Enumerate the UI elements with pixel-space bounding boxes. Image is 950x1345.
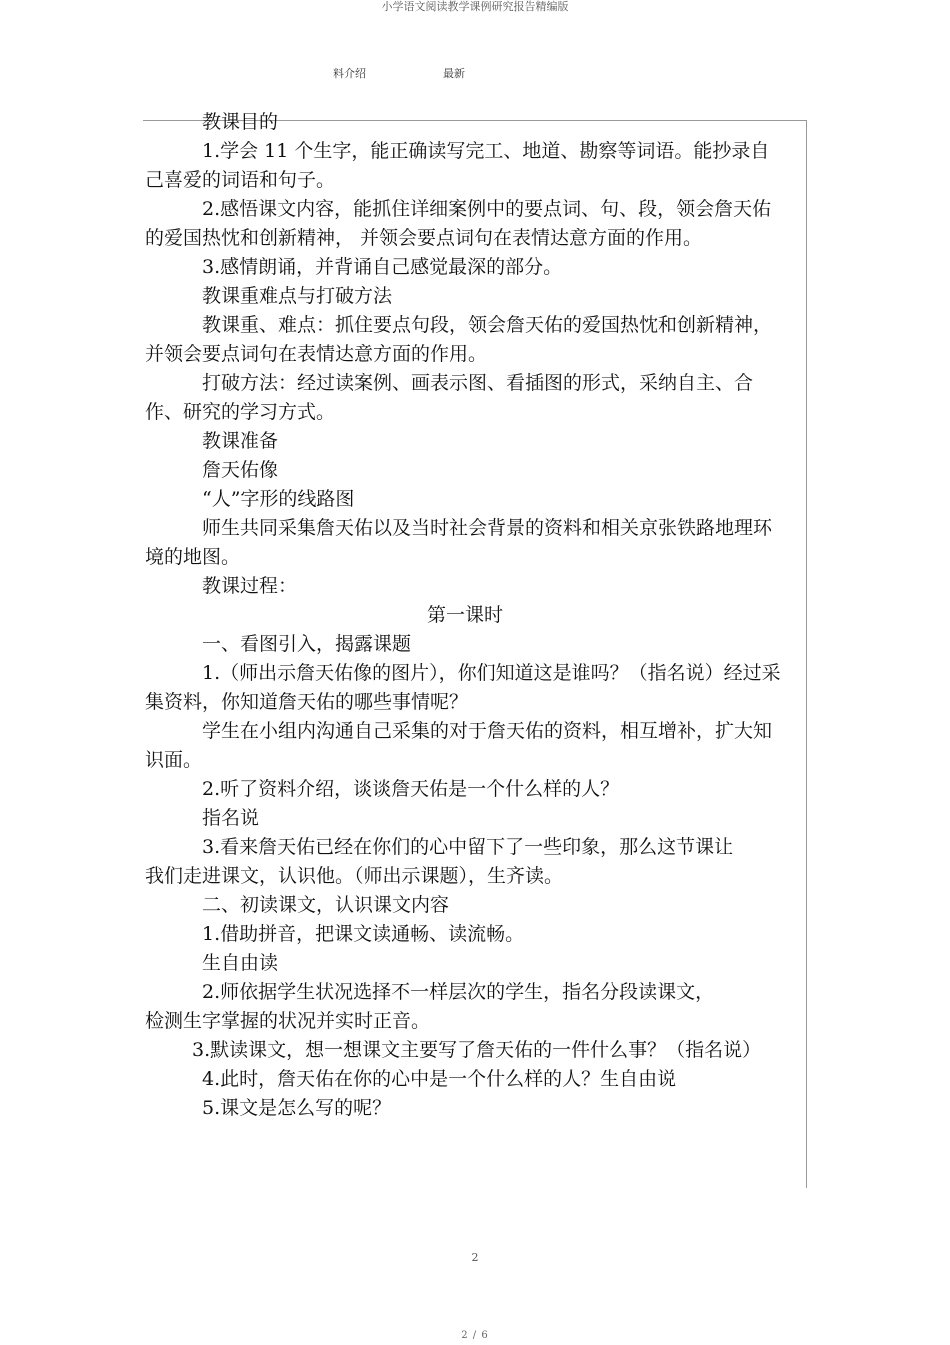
paragraph: 2.感悟课文内容，能抓住详细案例中的要点词、句、段，领会詹天佑的爱国热忱和创新精神， 并领会要点词句在表情达意方面的作用。	[145, 198, 772, 249]
paragraph: “人”字形的线路图	[202, 488, 355, 510]
paragraph: 2.听了资料介绍，谈谈詹天佑是一个什么样的人？	[202, 778, 620, 800]
paragraph: 1.（师出示詹天佑像的图片），你们知道这是谁吗？（指名说）经过采集资料，你知道詹天佑的哪些事情呢？	[145, 662, 781, 713]
heading-preparation: 教课准备	[202, 430, 279, 452]
section-title: 第一课时	[426, 604, 503, 626]
paragraph: 4.此时，詹天佑在你的心中是一个什么样的人？生自由说	[202, 1068, 677, 1090]
page-indicator: 2 / 6	[461, 1330, 489, 1341]
paragraph: 生自由读	[202, 952, 279, 974]
paragraph: 教课重、难点：抓住要点句段，领会詹天佑的爱国热忱和创新精神，并领会要点词句在表情达意方面的作用。	[145, 314, 773, 365]
header-fragment-right: 最新	[443, 67, 465, 80]
document-header-title: 小学语文阅读教学课例研究报告精编版	[381, 0, 569, 13]
document-body	[145, 108, 785, 1123]
header-fragment-left: 料介绍	[333, 67, 366, 80]
heading-key-points: 教课重难点与打破方法	[202, 285, 393, 307]
paragraph: 指名说	[202, 807, 260, 829]
heading-part-two: 二、初读课文，认识课文内容	[202, 894, 450, 916]
paragraph: 詹天佑像	[202, 459, 279, 481]
paragraph: 2.师依据学生状况选择不一样层次的学生，指名分段读课文，检测生字掌握的状况并实时正音。	[145, 981, 715, 1032]
paragraph: 3.看来詹天佑已经在你们的心中留下了一些印象，那么这节课让我们走进课文，认识他。（师出示课题），生齐读。	[145, 836, 734, 887]
paragraph: 3.感情朗诵，并背诵自己感觉最深的部分。	[202, 256, 563, 278]
paragraph: 3.默读课文，想一想课文主要写了詹天佑的一件什么事？（指名说）	[192, 1039, 762, 1061]
paragraph: 5.课文是怎么写的呢？	[202, 1097, 392, 1119]
paragraph: 师生共同采集詹天佑以及当时社会背景的资料和相关京张铁路地理环境的地图。	[145, 517, 773, 568]
heading-process: 教课过程：	[202, 575, 298, 597]
paragraph: 学生在小组内沟通自己采集的对于詹天佑的资料，相互增补，扩大知识面。	[145, 720, 773, 771]
paragraph: 1.借助拼音，把课文读通畅、读流畅。	[202, 923, 525, 945]
paragraph: 打破方法：经过读案例、画表示图、看插图的形式，采纳自主、合作、研究的学习方式。	[145, 372, 754, 423]
page-number: 2	[471, 1251, 479, 1264]
heading-objectives: 教课目的	[202, 111, 279, 133]
heading-part-one: 一、看图引入，揭露课题	[202, 633, 412, 655]
paragraph: 1.学会 11 个生字，能正确读写完工、地道、勘察等词语。能抄录自己喜爱的词语和句子。	[145, 140, 770, 191]
box-right-border	[806, 120, 807, 1188]
